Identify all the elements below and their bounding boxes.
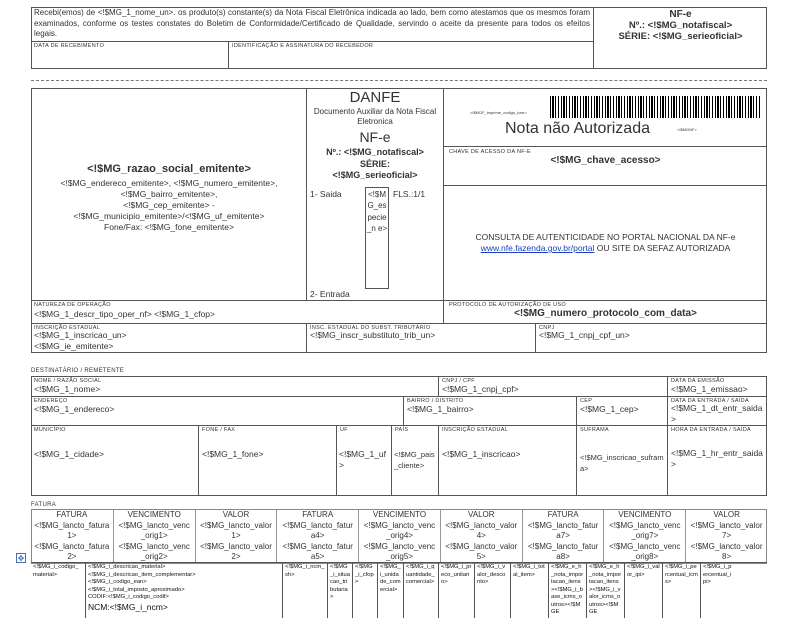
danfe-fls: FLS.:1/1 [393, 189, 426, 199]
fatura-cell: <!$MG_lancto_venc_orig5> [363, 541, 436, 561]
fatura-cell: <!$MG_lancto_fatura2> [34, 541, 110, 561]
fatura-cell: <!$MG_lancto_fatura1> [34, 520, 110, 540]
fatura-col [522, 510, 604, 564]
fatura-cell: <!$MG_lancto_venc_orig7> [609, 520, 681, 540]
fatura-header: VENCIMENTO [127, 510, 181, 519]
danfe-nfe: NF-e [359, 129, 391, 145]
uf-value: <!$MG_1_uf> [339, 449, 387, 470]
produto-cell: <!$MG_i_valor_ipi> [624, 563, 662, 618]
fatura-cell: <!$MG_lancto_valor1> [200, 520, 272, 540]
danfe-especie: <!$MG_especie_n e> [366, 190, 388, 233]
produto-cell: <!$MG_e_h_nota_importacao_itens><!$MG_i_valor_icms_outros><!$MGE [586, 563, 624, 618]
fatura-cell: <!$MG_lancto_valor4> [445, 520, 518, 540]
pais-label: PAÍS [395, 427, 409, 433]
fatura-cell: <!$MG_lancto_fatura4> [282, 520, 353, 540]
produto-descricao-line: <!$MG_i_descricao_item_complementar> [88, 571, 196, 578]
chave-label: CHAVE DE ACESSO DA NF-E [449, 149, 531, 155]
uf-label: UF [340, 427, 348, 433]
fatura-header: VENCIMENTO [618, 510, 672, 519]
protocolo-value: <!$MG_numero_protocolo_com_data> [514, 308, 697, 319]
emitente-fone: Fone/Fax: <!$MG_fone_emitente> [104, 222, 234, 232]
produto-cell: <!$MG_i_preco_unitario> [438, 563, 474, 618]
cut-line [31, 80, 767, 81]
produto-descricao-line: NCM:<!$MG_i_ncm> [88, 601, 168, 612]
destinatario-section: DESTINATÁRIO / REMETENTE [31, 368, 125, 374]
barcode-image [550, 96, 760, 118]
data-recebimento-label: DATA DE RECEBIMENTO [34, 43, 105, 49]
fatura-cell: <!$MG_lancto_fatura5> [282, 541, 353, 561]
cnpj-emit-label: CNPJ [539, 325, 555, 331]
produto-descricao-line: <!$MG_i_total_imposto_aproximado> [88, 586, 185, 593]
fatura-col [113, 510, 195, 564]
identificacao-label: IDENTIFICAÇÃO E ASSINATURA DO RECEBEDOR [232, 43, 374, 49]
consulta-text: CONSULTA DE AUTENTICIDADE NO PORTAL NACIONAL DA NF-e [475, 232, 736, 242]
fatura-col [440, 510, 522, 564]
consulta-link[interactable]: www.nfe.fazenda.gov.br/portal [480, 243, 595, 253]
fatura-cell: <!$MG_lancto_fatura8> [527, 541, 599, 561]
nota-status-tag: <!$MGNF> [677, 127, 697, 132]
insc-dest-value: <!$MG_1_inscricao> [442, 449, 521, 459]
consulta-line [444, 243, 767, 254]
danfe-serie-value: <!$MG_serieoficial> [332, 170, 418, 180]
fatura-cell: <!$MG_lancto_venc_orig4> [363, 520, 436, 540]
consulta-suffix: OU SITE DA SEFAZ AUTORIZADA [594, 243, 731, 253]
natureza-value: <!$MG_1_descr_tipo_oper_nf> <!$MG_1_cfop> [34, 309, 215, 319]
emitente-bairro: <!$MG_bairro_emitente>, [120, 189, 218, 199]
endereco-label: ENDEREÇO [34, 398, 68, 404]
danfe-entrada: 2- Entrada [310, 289, 350, 299]
fatura-col [195, 510, 277, 564]
table-move-handle-icon[interactable]: ✥ [17, 554, 25, 563]
produto-cell: <!$MG_i_situacao_tributaria> [327, 563, 352, 618]
produto-descricao-line: CODIF:<!$MG_i_codigo_codif> [88, 594, 169, 600]
pais-value: <!$MG_pais_cliente> [394, 450, 435, 470]
cep-label: CEP [580, 398, 593, 404]
produto-cell: <!$MG_i_valor_desconto> [474, 563, 510, 618]
cnpj-dest-label: CNPJ / CPF [442, 378, 475, 384]
canhoto-numero: Nº.: <!$MG_notafiscal> [628, 20, 733, 31]
produto-cell: <!$MG_i_percentual_icms> [662, 563, 700, 618]
produto-descricao-line: <!$MG_i_descricao_material> [88, 564, 166, 570]
emitente-razao-social: <!$MG_razao_social_emitente> [87, 163, 251, 175]
fatura-col [276, 510, 358, 564]
canhoto-statement: Recebi(emos) de <!$MG_1_nome_un>. os produto(s) constante(s) da Nota Fiscal Eletrônica indicada ao lado, bem como atestamos que os mesmos foram examinados, conforme os testes constates do Boletim de Conformidade/Certificado de Qualidade, servindo o aceite da presente para todos os efeitos legais. [34, 8, 590, 38]
danfe-title: DANFE [349, 89, 401, 106]
fatura-cell: <!$MG_lancto_valor8> [690, 541, 763, 561]
emitente-cep: <!$MG_cep_emitente> - [123, 200, 215, 210]
nome-value: <!$MG_1_nome> [34, 384, 101, 394]
produto-cell: <!$MG_i_cfop> [352, 563, 377, 618]
ie-label: INSCRIÇÃO ESTADUAL [34, 325, 101, 331]
fatura-cell: <!$MG_lancto_venc_orig2> [118, 541, 190, 561]
fone-label: FONE / FAX [202, 427, 236, 433]
canhoto-serie: SÉRIE: <!$MG_serieoficial> [618, 31, 743, 42]
fatura-cell: <!$MG_lancto_valor2> [200, 541, 272, 561]
produto-cell: <!$MG_i_codigo_material> [33, 564, 79, 578]
canhoto-nfe-title: NF-e [669, 9, 692, 20]
barcode-caption: <!$MGF_imprime_codigo_barr> [470, 110, 527, 115]
entrada-value: <!$MG_1_dt_entr_saida> [671, 403, 763, 424]
fatura-grid [31, 510, 767, 564]
fatura-header: FATURA [302, 510, 334, 519]
protocolo-label: PROTOCOLO DE AUTORIZAÇÃO DE USO [449, 302, 566, 308]
fatura-col [603, 510, 685, 564]
bairro-label: BAIRRO / DISTRITO [407, 398, 464, 404]
fatura-cell: <!$MG_lancto_valor5> [445, 541, 518, 561]
municipio-value: <!$MG_1_cidade> [34, 449, 104, 459]
produto-cell [85, 563, 282, 618]
insc-dest-label: INSCRIÇÃO ESTADUAL [442, 427, 509, 433]
emitente-endereco: <!$MG_endereco_emitente>, <!$MG_numero_emitente>, [60, 178, 278, 188]
municipio-label: MUNICÍPIO [34, 427, 66, 433]
fatura-cell: <!$MG_lancto_venc_orig1> [118, 520, 190, 540]
emitente-municipio-uf: <!$MG_municipio_emitente>/<!$MG_uf_emitente> [73, 211, 265, 221]
emissao-value: <!$MG_1_emissao> [671, 384, 748, 394]
chave-value: <!$MG_chave_acesso> [550, 155, 661, 166]
produto-cell: <!$MG_i_quantidade_comercial> [403, 563, 438, 618]
cnpj-emit-value: <!$MG_1_cnpj_cpf_un> [539, 330, 630, 340]
ie-value-2: <!$MG_ie_emitente> [34, 341, 114, 351]
produto-cell: <!$MG_i_percentual_ipi> [700, 563, 736, 618]
nome-label: NOME / RAZÃO SOCIAL [34, 378, 102, 384]
produto-cell: <!$MG_i_total_item> [510, 563, 548, 618]
produto-cell: <!$MG_i_unidade_comercial> [377, 563, 403, 618]
emissao-label: DATA DA EMISSÃO [671, 378, 725, 384]
fatura-col [358, 510, 440, 564]
danfe-saida: 1- Saida [310, 189, 342, 199]
fatura-col [685, 510, 767, 564]
hora-value: <!$MG_1_hr_entr_saida> [671, 448, 763, 469]
fatura-header: FATURA [547, 510, 579, 519]
produto-cell: <!$MG_e_h_nota_importacao_itens><!$MG_i_base_icms_outros><!$MGE [548, 563, 586, 618]
nota-status: Nota não Autorizada [505, 120, 650, 137]
ie-value-1: <!$MG_1_inscricao_un> [34, 330, 127, 340]
suframa-value: <!$MG_inscricao_suframa> [580, 453, 664, 473]
danfe-numero: Nº.: <!$MG_notafiscal> [326, 147, 424, 157]
danfe-serie-label: SÉRIE: [359, 159, 390, 169]
fatura-header: VALOR [713, 510, 740, 519]
fatura-header: VALOR [468, 510, 495, 519]
fatura-col [31, 510, 113, 564]
entrada-label: DATA DA ENTRADA / SAÍDA [671, 398, 749, 404]
danfe-subtitle: Documento Auxiliar da Nota Fiscal Eletronica [313, 107, 437, 126]
fatura-cell: <!$MG_lancto_venc_orig8> [609, 541, 681, 561]
produto-cell: <!$MG_i_ncm_sh> [282, 563, 327, 618]
fatura-header: FATURA [56, 510, 88, 519]
produto-descricao-line: <!$MG_i_codigo_ean> [88, 579, 147, 585]
destinatario-box [31, 376, 767, 496]
subst-value: <!$MG_inscr_substituto_trib_un> [310, 330, 436, 340]
bairro-value: <!$MG_1_bairro> [407, 404, 474, 414]
fone-value: <!$MG_1_fone> [202, 449, 264, 459]
suframa-label: SUFRAMA [580, 427, 609, 433]
cnpj-dest-value: <!$MG_1_cnpj_cpf> [442, 384, 519, 394]
subst-label: INSC. ESTADUAL DO SUBST. TRIBUTÁRIO [310, 325, 431, 331]
fatura-cell: <!$MG_lancto_valor7> [690, 520, 763, 540]
endereco-value: <!$MG_1_endereco> [34, 404, 115, 414]
fatura-cell: <!$MG_lancto_fatura7> [527, 520, 599, 540]
hora-label: HORA DA ENTRADA / SAÍDA [671, 427, 751, 433]
fatura-section: FATURA [31, 502, 57, 508]
fatura-header: VENCIMENTO [372, 510, 427, 519]
cep-value: <!$MG_1_cep> [580, 404, 639, 414]
natureza-label: NATUREZA DE OPERAÇÃO [34, 302, 111, 308]
fatura-header: VALOR [222, 510, 250, 519]
produtos-row [31, 562, 767, 617]
